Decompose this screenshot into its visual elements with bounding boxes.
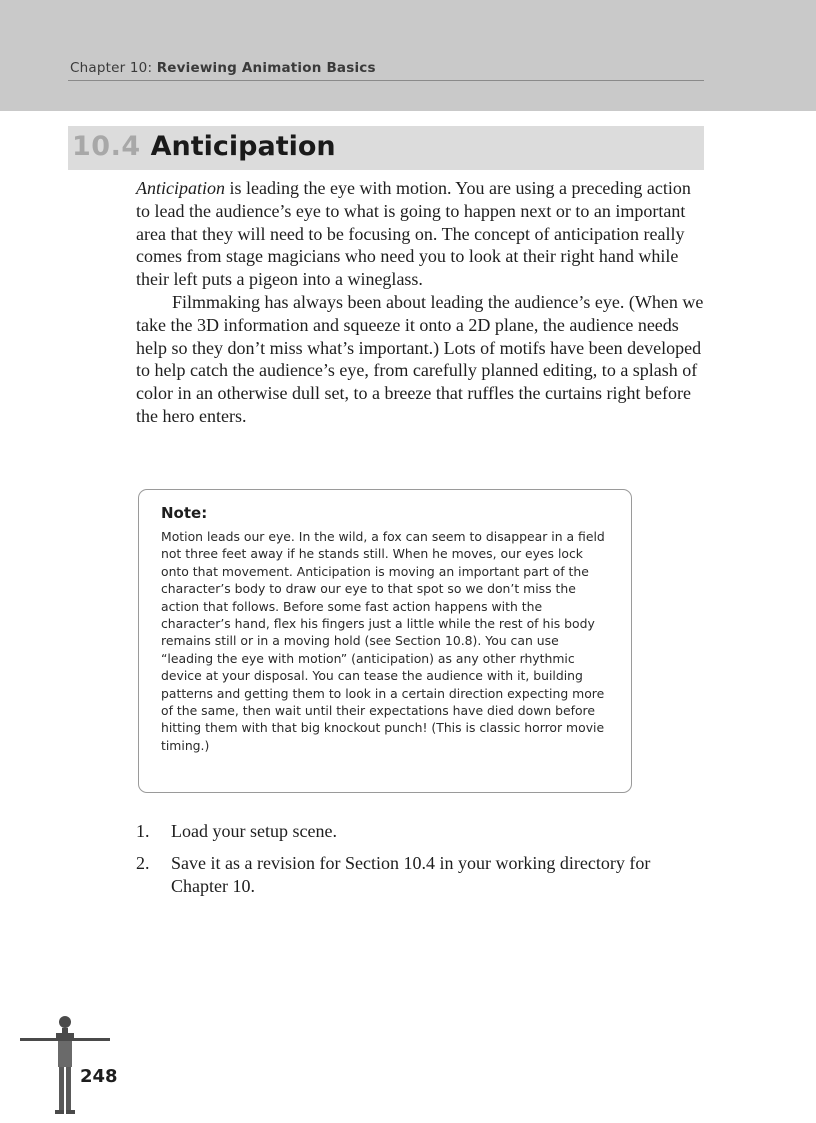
step-list <box>136 820 708 906</box>
section-number: 10.4 <box>72 131 141 162</box>
page-number: 248 <box>80 1066 118 1087</box>
step-number: 2. <box>136 852 150 873</box>
figure-icon <box>18 1012 114 1116</box>
list-item <box>136 820 708 843</box>
body-text <box>136 177 708 428</box>
running-head <box>70 60 376 76</box>
running-head-title: Reviewing Animation Basics <box>156 60 376 76</box>
term-anticipation: Anticipation <box>136 178 225 198</box>
note-label: Note: <box>161 504 208 522</box>
step-text: Load your setup scene. <box>171 821 337 841</box>
page-header-band <box>0 0 816 111</box>
list-item <box>136 852 708 898</box>
note-box <box>138 489 632 793</box>
note-text: Motion leads our eye. In the wild, a fox can seem to disappear in a field not three feet away if he stands still. When he moves, our eyes lock onto that movement. Anticipation is moving an important part of the character’s body to draw our eye to that spot so we don’t miss the action that follows. Before some fast action happens with the character’s hand, flex his fingers just a little while the rest of his body remains still or in a moving hold (see Section 10.8). You can use “leading the eye with motion” (anticipation) as any other rhythmic device at your disposal. You can tease the audience with it, building patterns and getting them to look in a certain direction expecting more of the same, then wait until their expectations have died down before hitting them with that big knockout punch! (This is classic horror movie timing.) <box>161 529 605 753</box>
header-rule <box>68 80 704 81</box>
paragraph-1 <box>136 177 708 291</box>
paragraph-2: Filmmaking has always been about leading the audience’s eye. (When we take the 3D information and squeeze it onto a 2D plane, the audience needs help so they don’t miss what’s important.) Lots of motifs have been developed to help catch the audience’s eye, from carefully planned editing, to a splash of color in an otherwise dull set, to a breeze that ruffles the curtains right before the hero enters. <box>136 291 704 426</box>
step-text: Save it as a revision for Section 10.4 in your working directory for Chapter 10. <box>171 852 651 896</box>
running-head-chapter: Chapter 10: <box>70 60 153 76</box>
section-heading <box>72 129 336 165</box>
step-number: 1. <box>136 821 150 841</box>
section-title: Anticipation <box>150 131 336 162</box>
paragraph-1-text: is leading the eye with motion. You are using a preceding action to lead the audience’s eye to what is going to happen next or to an important area that they will need to be focusing on. The concept of anticipation really comes from stage magicians who need you to look at their right hand while their left puts a pigeon into a wineglass. <box>136 178 691 290</box>
